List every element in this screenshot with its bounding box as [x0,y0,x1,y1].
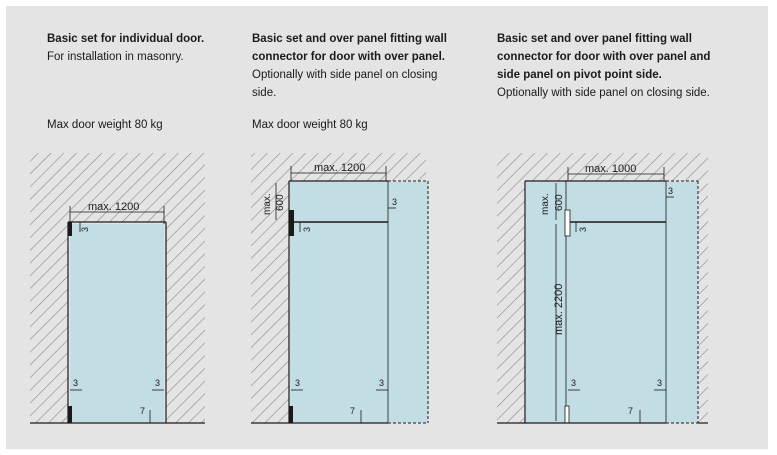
column-1-weight: Max door weight 80 kg [47,119,163,131]
gap-top-label-1: 3 [80,226,90,232]
diagram-2 [251,153,429,423]
over-label-3: max. [540,193,551,215]
pivot-top-1 [68,222,72,236]
gap-left-label-3: 3 [571,378,577,388]
column-3-title-line-1: Basic set and over panel fitting wall [497,33,692,45]
glass-area-2 [290,182,428,423]
column-2-weight: Max door weight 80 kg [252,119,368,131]
width-label-3: max. 1000 [585,163,637,175]
pivot-top-3 [565,210,570,236]
width-label-1: max. 1200 [88,201,140,213]
gap-panel-label-2: 3 [392,197,398,207]
gap-right-label-3: 3 [657,378,663,388]
pivot-bottom-1 [68,406,72,423]
floor-label-1: 7 [140,406,146,416]
diagram-3 [497,153,708,423]
gap-panel-label-3: 3 [668,186,674,196]
column-1-title: Basic set for individual door. [47,33,205,45]
width-label-2: max. 1200 [314,162,366,174]
column-3-title-line-2: connector for door with over panel and [497,51,711,63]
gap-top-label-3: 3 [578,226,588,232]
glass-area-3 [526,182,698,423]
column-3-subtitle: Optionally with side panel on closing side. [497,87,710,99]
glass-door-1 [70,224,164,422]
pivot-bottom-2 [289,406,293,423]
gap-right-label-1: 3 [155,378,161,388]
over-value-3: 600 [554,194,565,211]
column-3-title-line-3: side panel on pivot point side. [497,69,662,81]
floor-label-3: 7 [628,406,634,416]
column-2-title-line-2: connector for door with over panel. [252,51,445,63]
column-2-subtitle-line-2: side. [252,87,277,99]
over-label-2: max. [262,193,273,215]
floor-label-2: 7 [350,406,356,416]
over-value-2: 600 [275,194,286,211]
column-2-subtitle-line-1: Optionally with side panel on closing [252,69,438,81]
gap-left-label-2: 3 [295,378,301,388]
column-1-subtitle: For installation in masonry. [47,51,184,63]
gap-left-label-1: 3 [73,378,79,388]
column-2-title-line-1: Basic set and over panel fitting wall [252,33,447,45]
pivot-top-2 [289,210,294,236]
gap-right-label-2: 3 [379,378,385,388]
gap-top-label-2: 3 [302,226,312,232]
pivot-bottom-3 [565,406,569,423]
diagram-1 [30,153,205,423]
height-label-3: max. 2200 [553,283,565,335]
